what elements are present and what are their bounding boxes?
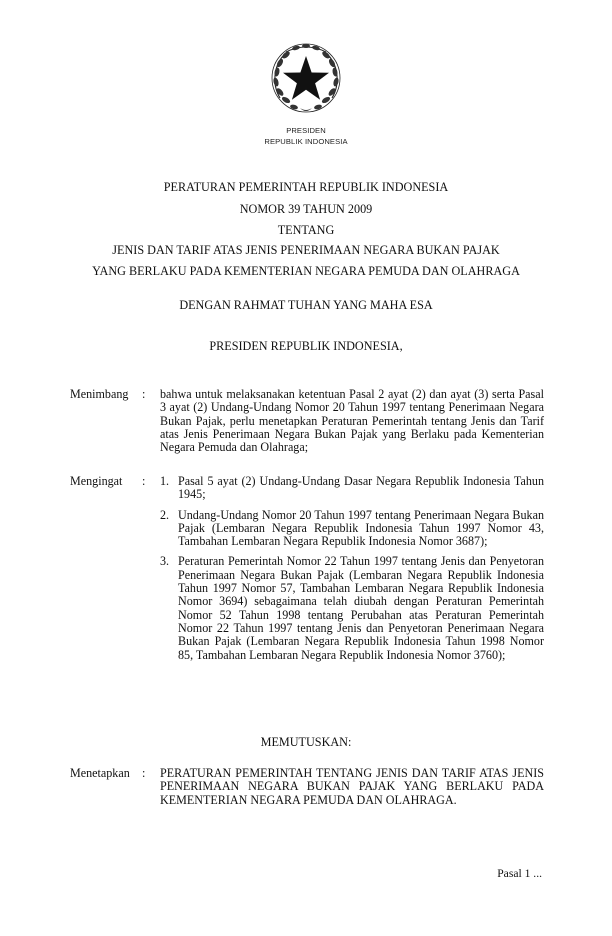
mengingat-item <box>160 475 544 502</box>
item-number: 3. <box>160 554 170 569</box>
item-text: Peraturan Pemerintah Nomor 22 Tahun 1997 tentang Jenis dan Penyetoran Penerimaan Negara Bukan Pajak (Lembaran Negara Republik Indonesia Tahun 1997 Nomor 57, Tambahan Lembaran Negara Republik Indonesia Nomor 3694) sebagaimana telah diubah dengan Peraturan Pemerintah Nomor 52 Tahun 1998 tentang Perubahan atas Peraturan Pemerintah Nomor 22 Tahun 1997 tentang Jenis dan Penyetoran Penerimaan Negara Bukan Pajak (Lembaran Negara Republik Indonesia Tahun 1998 Nomor 85, Tambahan Lembaran Negara Republik Indonesia Nomor 3760); <box>178 554 544 662</box>
mengingat-section <box>70 475 544 662</box>
authority: PRESIDEN REPUBLIK INDONESIA, <box>209 339 403 353</box>
mengingat-item <box>160 509 544 549</box>
caption-republik-indonesia: REPUBLIK INDONESIA <box>264 137 348 146</box>
title-line-5: YANG BERLAKU PADA KEMENTERIAN NEGARA PEMUDA DAN OLAHRAGA <box>92 264 520 278</box>
title-line-3: TENTANG <box>277 223 335 237</box>
title-line-1: PERATURAN PEMERINTAH REPUBLIK INDONESIA <box>163 180 449 194</box>
menetapkan-colon: : <box>142 766 146 780</box>
presidential-emblem-icon <box>266 42 346 118</box>
item-number: 2. <box>160 507 170 522</box>
menetapkan-text: PERATURAN PEMERINTAH TENTANG JENIS DAN TARIF ATAS JENIS PENERIMAAN NEGARA BUKAN PAJAK YANG BERLAKU PADA KEMENTERIAN NEGARA PEMUDA DAN OLAHRAGA. <box>160 766 544 807</box>
memutuskan-heading: MEMUTUSKAN: <box>260 735 352 749</box>
title-line-2: NOMOR 39 TAHUN 2009 <box>239 202 373 216</box>
title-line-4: JENIS DAN TARIF ATAS JENIS PENERIMAAN NEGARA BUKAN PAJAK <box>112 243 500 257</box>
page-continuation: Pasal 1 ... <box>497 867 542 880</box>
menetapkan-label: Menetapkan <box>70 766 130 780</box>
mengingat-label: Mengingat <box>70 474 123 488</box>
menimbang-colon: : <box>142 387 146 401</box>
menimbang-label: Menimbang <box>70 387 129 401</box>
item-number: 1. <box>160 474 170 488</box>
menetapkan-section <box>70 767 544 807</box>
item-text: Pasal 5 ayat (2) Undang-Undang Dasar Negara Republik Indonesia Tahun 1945; <box>178 474 544 502</box>
menimbang-text: bahwa untuk melaksanakan ketentuan Pasal 2 ayat (2) dan ayat (3) serta Pasal 3 ayat (2) Undang-Undang Nomor 20 Tahun 1997 tentang Penerimaan Negara Bukan Pajak, perlu menetapkan Peraturan Pemerintah tentang Jenis dan Tarif atas Jenis Penerimaan Negara Bukan Pajak yang Berlaku pada Kementerian Negara Pemuda dan Olahraga; <box>160 387 544 455</box>
caption-presiden: PRESIDEN <box>286 126 326 135</box>
item-text: Undang-Undang Nomor 20 Tahun 1997 tentang Penerimaan Negara Bukan Pajak (Lembaran Negara Republik Indonesia Tahun 1997 Nomor 43, Tambahan Lembaran Negara Republik Indonesia Nomor 3687); <box>178 507 544 549</box>
mengingat-item <box>160 555 544 661</box>
menimbang-section <box>70 388 544 454</box>
mengingat-colon: : <box>142 474 146 488</box>
invocation: DENGAN RAHMAT TUHAN YANG MAHA ESA <box>179 298 433 312</box>
